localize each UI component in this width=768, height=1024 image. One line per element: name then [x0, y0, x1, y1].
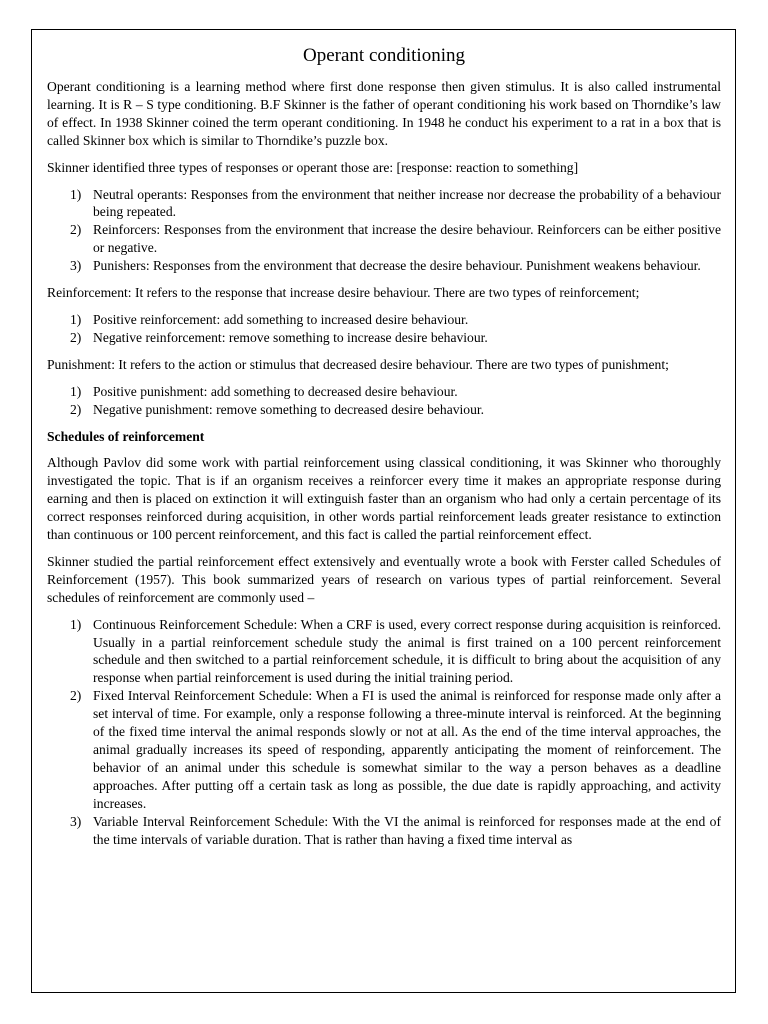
responses-intro-paragraph: Skinner identified three types of responses or operant those are: [response: reaction to something]: [47, 159, 579, 175]
list-number: 1): [70, 311, 82, 327]
list-item: [47, 221, 721, 257]
list-item-text: Negative punishment: remove something to decreased desire behaviour.: [93, 401, 485, 417]
schedules-paragraph-2: Skinner studied the partial reinforcement effect extensively and eventually wrote a book with Ferster called Schedules of Reinforcement (1957). This book summarized years of research on various types of partial reinforcement. Several schedules of reinforcement are commonly used –: [47, 553, 721, 605]
schedules-heading: Schedules of reinforcement: [47, 428, 205, 444]
list-item-text: Continuous Reinforcement Schedule: When a CRF is used, every correct response during acquisition is reinforced. Usually in a partial reinforcement schedule study the animal is first trained on a 100 percent reinforcement schedule and then switched to a partial reinforcement schedule, it is difficult to bring about the acquisition of any response when partial reinforcement is used during the initial training period.: [93, 616, 721, 686]
list-item-text: Negative reinforcement: remove something to increase desire behaviour.: [93, 329, 488, 345]
list-number: 2): [70, 222, 82, 238]
schedules-paragraph-1: Although Pavlov did some work with partial reinforcement using classical conditioning, it was Skinner who thoroughly investigated the topic. That is if an organism receives a reinforcer every time it makes an appropriate response during earning and then is placed on extinction it will extinguish faster than an organism who had only a certain percentage of its correct responses reinforced during acquisition, in other words partial reinforcement leads greater resistance to extinction than continuous or 100 percent reinforcement, and this fact is called the partial reinforcement effect.: [47, 455, 721, 543]
schedules-list: [47, 616, 721, 849]
page-frame: [31, 29, 736, 993]
list-item: [47, 401, 721, 419]
list-item: [47, 257, 721, 275]
reinforcement-list: [47, 311, 721, 347]
list-item: [47, 186, 721, 222]
list-number: 3): [70, 813, 82, 829]
list-number: 2): [70, 401, 82, 417]
list-item-text: Punishers: Responses from the environment that decrease the desire behaviour. Punishment weakens behaviour.: [93, 258, 701, 274]
intro-paragraph: Operant conditioning is a learning method where first done response then given stimulus. It is also called instrumental learning. It is R – S type conditioning. B.F Skinner is the father of operant conditioning his work based on Thorndike’s law of effect. In 1938 Skinner coined the term operant conditioning. In 1948 he conduct his experiment to a rat in a box that is called Skinner box which is similar to Thorndike’s puzzle box.: [47, 79, 721, 148]
list-item: [47, 687, 721, 812]
list-number: 3): [70, 258, 82, 274]
list-item: [47, 383, 721, 401]
list-item: [47, 329, 721, 347]
list-number: 1): [70, 383, 82, 399]
list-item: [47, 311, 721, 329]
punishment-list: [47, 383, 721, 419]
list-item-text: Neutral operants: Responses from the environment that neither increase nor decrease the probability of a behaviour being repeated.: [93, 186, 721, 220]
reinforcement-intro-paragraph: Reinforcement: It refers to the response that increase desire behaviour. There are two types of reinforcement;: [47, 285, 640, 301]
list-item-text: Positive punishment: add something to decreased desire behaviour.: [93, 383, 458, 399]
list-item-text: Positive reinforcement: add something to increased desire behaviour.: [93, 311, 469, 327]
list-item: [47, 616, 721, 688]
list-item: [47, 813, 721, 849]
punishment-intro-paragraph: Punishment: It refers to the action or stimulus that decreased desire behaviour. There are two types of punishment;: [47, 356, 669, 372]
list-number: 1): [70, 186, 82, 202]
page-title: Operant conditioning: [303, 45, 465, 66]
responses-list: [47, 186, 721, 276]
list-item-text: Fixed Interval Reinforcement Schedule: When a FI is used the animal is reinforced for response made only after a set interval of time. For example, only a response following a three-minute interval is reinforced. At the beginning of the fixed time interval the animal responds slowly or not at all. As the end of the time interval approaches, the animal gradually increases its speed of responding, apparently anticipating the moment of reinforcement. The behavior of an animal under this schedule is somewhat similar to the way a person behaves as a deadline approaches. After putting off a certain task as long as possible, the due date is rapidly approaching, and activity increases.: [93, 688, 721, 811]
list-number: 2): [70, 329, 82, 345]
list-item-text: Reinforcers: Responses from the environment that increase the desire behaviour. Reinforcers can be either positive or negative.: [93, 222, 721, 256]
list-number: 2): [70, 688, 82, 704]
document-content: [47, 44, 721, 857]
list-item-text: Variable Interval Reinforcement Schedule: With the VI the animal is reinforced for responses made at the end of the time intervals of variable duration. That is rather than having a fixed time interval as: [93, 813, 721, 847]
list-number: 1): [70, 616, 82, 632]
